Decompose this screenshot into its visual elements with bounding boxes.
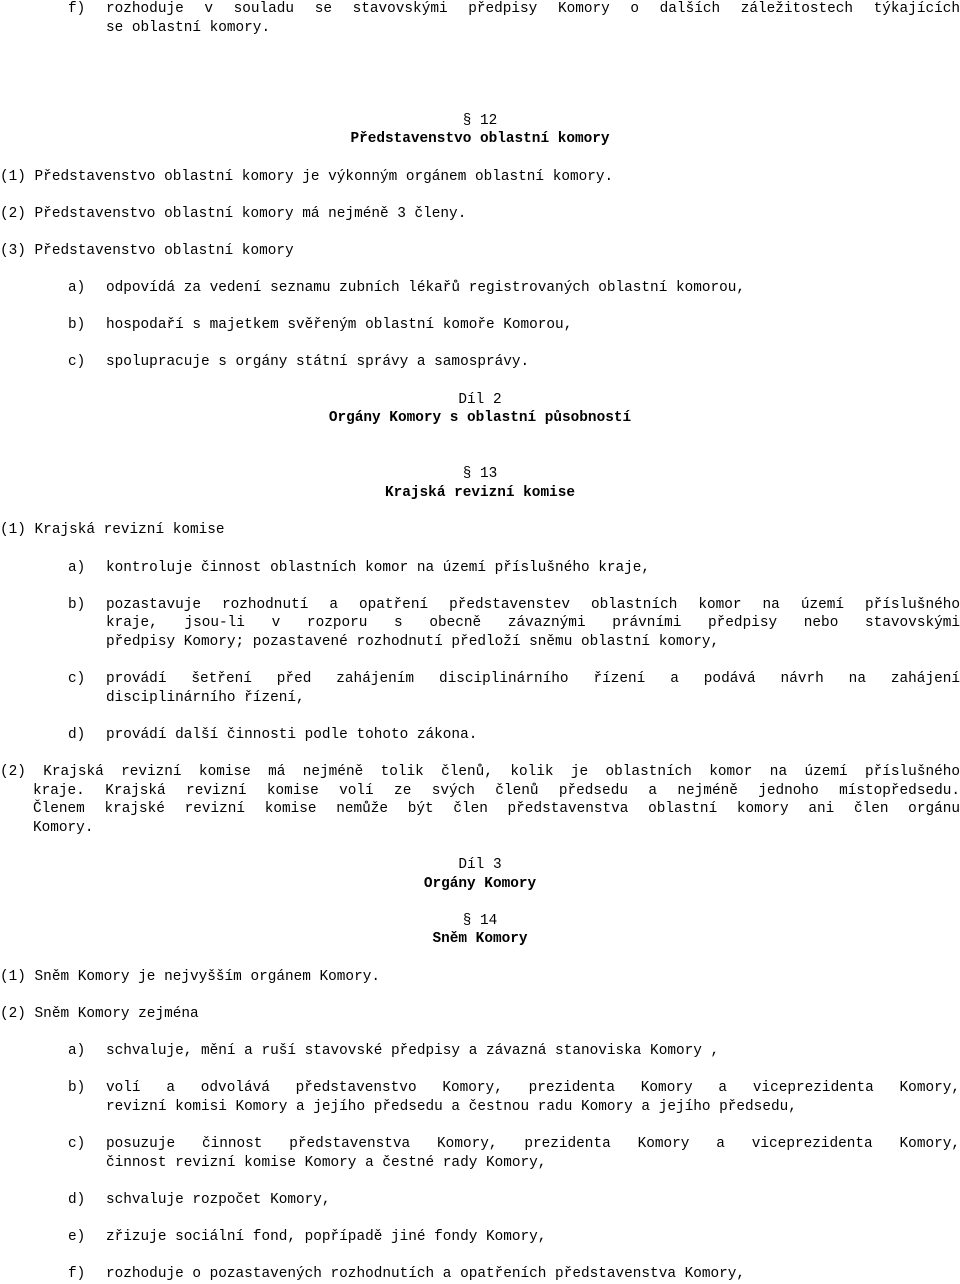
- list-item-text: odpovídá za vedení seznamu zubních lékařů registrovaných oblastní komorou,: [106, 280, 746, 296]
- part-title: Orgány Komory s oblastní působností: [328, 410, 632, 426]
- section-number: § 13: [462, 466, 498, 482]
- list-label: f): [68, 1266, 86, 1282]
- paragraph: (2) Krajská revizní komise má nejméně tolik členů, kolik je oblastních komor na území příslušného: [0, 764, 960, 780]
- paragraph: (1) Krajská revizní komise: [0, 522, 225, 538]
- list-item-text: předpisy Komory; pozastavené rozhodnutí předloží sněmu oblastní komory,: [106, 634, 720, 650]
- list-label: f): [68, 1, 86, 17]
- paragraph: (3) Představenstvo oblastní komory: [0, 243, 294, 259]
- list-label: a): [68, 560, 86, 576]
- paragraph: (2) Představenstvo oblastní komory má nejméně 3 členy.: [0, 206, 467, 222]
- paragraph: (2) Sněm Komory zejména: [0, 1006, 199, 1022]
- list-item-text: se oblastní komory.: [106, 20, 271, 36]
- paragraph: kraje. Krajská revizní komise volí ze svých členů předsedu a nejméně jednoho místopředsedu.: [33, 783, 960, 799]
- list-item-text: činnost revizní komise Komory a čestné rady Komory,: [106, 1155, 547, 1171]
- list-item-text: disciplinárního řízení,: [106, 690, 305, 706]
- list-label: d): [68, 1192, 86, 1208]
- paragraph: (1) Sněm Komory je nejvyšším orgánem Komory.: [0, 969, 380, 985]
- list-label: c): [68, 354, 86, 370]
- paragraph: Komory.: [33, 820, 94, 836]
- list-item-text: kraje, jsou-li v rozporu s obecně závaznými právními předpisy nebo stavovskými: [106, 615, 960, 631]
- list-label: b): [68, 597, 86, 613]
- list-item-text: posuzuje činnost představenstva Komory, prezidenta Komory a viceprezidenta Komory,: [106, 1136, 960, 1152]
- paragraph: Členem krajské revizní komise nemůže být člen představenstva oblastní komory ani člen orgánu: [33, 801, 960, 817]
- list-label: a): [68, 1043, 86, 1059]
- list-item-text: rozhoduje v souladu se stavovskými předpisy Komory o dalších záležitostech týkajících: [106, 1, 960, 17]
- list-item-text: schvaluje, mění a ruší stavovské předpisy a závazná stanoviska Komory ,: [106, 1043, 720, 1059]
- list-label: b): [68, 317, 86, 333]
- list-item-text: revizní komisi Komory a jejího předsedu a čestnou radu Komory a jejího předsedu,: [106, 1099, 797, 1115]
- list-label: c): [68, 1136, 86, 1152]
- list-item-text: spolupracuje s orgány státní správy a samosprávy.: [106, 354, 530, 370]
- section-number: § 14: [462, 913, 498, 929]
- list-label: e): [68, 1229, 86, 1245]
- list-item-text: volí a odvolává představenstvo Komory, prezidenta Komory a viceprezidenta Komory,: [106, 1080, 960, 1096]
- list-item-text: hospodaří s majetkem svěřeným oblastní komoře Komorou,: [106, 317, 573, 333]
- list-item-text: schvaluje rozpočet Komory,: [106, 1192, 331, 1208]
- section-number: § 12: [462, 113, 498, 129]
- list-label: b): [68, 1080, 86, 1096]
- list-item-text: provádí další činnosti podle tohoto zákona.: [106, 727, 478, 743]
- part-title: Orgány Komory: [423, 876, 537, 892]
- list-item-text: rozhoduje o pozastavených rozhodnutích a opatřeních představenstva Komory,: [106, 1266, 746, 1282]
- list-item-text: zřizuje sociální fond, popřípadě jiné fondy Komory,: [106, 1229, 547, 1245]
- list-label: a): [68, 280, 86, 296]
- section-title: Představenstvo oblastní komory: [350, 131, 610, 147]
- part-number: Díl 2: [458, 392, 502, 408]
- list-label: d): [68, 727, 86, 743]
- section-title: Sněm Komory: [432, 931, 528, 947]
- section-title: Krajská revizní komise: [385, 485, 575, 501]
- list-label: c): [68, 671, 86, 687]
- list-item-text: pozastavuje rozhodnutí a opatření představenstev oblastních komor na území příslušného: [106, 597, 960, 613]
- list-item-text: kontroluje činnost oblastních komor na území příslušného kraje,: [106, 560, 651, 576]
- list-item-text: provádí šetření před zahájením disciplinárního řízení a podává návrh na zahájení: [106, 671, 960, 687]
- part-number: Díl 3: [458, 857, 502, 873]
- paragraph: (1) Představenstvo oblastní komory je výkonným orgánem oblastní komory.: [0, 169, 614, 185]
